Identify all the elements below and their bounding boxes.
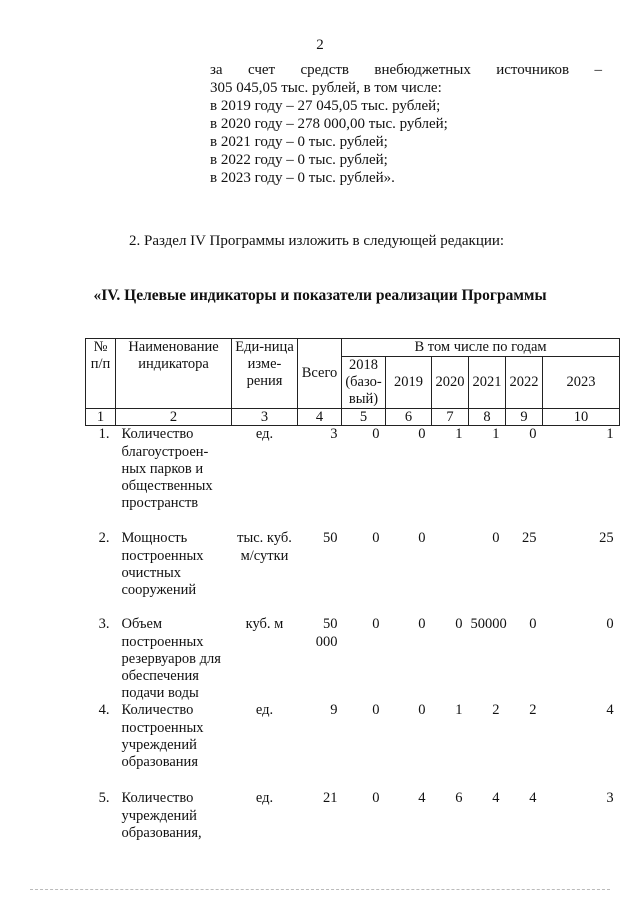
indicators-table [85,338,620,850]
row-value: 4 [606,702,614,719]
column-number: 9 [506,409,543,426]
row-num: 1. [98,426,110,443]
row-num: 2. [98,530,110,547]
header-year: 2022 [506,357,543,409]
row-value: 4 [492,790,500,807]
section-instruction: 2. Раздел IV Программы изложить в следующей редакции: [129,233,505,249]
row-total: 21 [323,790,338,807]
funding-word: внебюджетных [374,62,471,78]
row-value: 0 [418,702,426,719]
row-value [432,530,469,616]
row-value: 0 [492,530,500,547]
row-total: 3 [330,426,338,443]
row-name: Количество построенных учреждений образования [121,702,204,770]
funding-word: счет [247,62,276,78]
funding-paragraph [210,62,605,188]
row-name: Мощность построенных очистных сооружений [121,530,204,598]
row-value: 0 [529,426,537,443]
table-row [86,426,620,531]
funding-word: средств [300,62,350,78]
header-year: 2020 [432,357,469,409]
row-value: 6 [455,790,463,807]
funding-line: в 2023 году – 0 тыс. рублей». [210,170,395,186]
header-name: Наименование индикатора [116,339,232,409]
funding-line: в 2019 году – 27 045,05 тыс. рублей; [210,98,441,114]
funding-line-1 [210,62,602,80]
row-total: 9 [330,702,338,719]
row-value: 0 [418,530,426,547]
row-value: 1 [606,426,614,443]
header-year: 2021 [469,357,506,409]
header-year: 2019 [386,357,432,409]
row-value: 0 [372,616,380,633]
row-value: 2 [492,702,500,719]
row-value: 0 [455,616,463,633]
funding-word: за [210,62,223,78]
table-row [86,790,620,850]
row-value: 0 [418,616,426,633]
row-unit: ед. [255,426,274,443]
row-value: 0 [372,790,380,807]
row-value: 0 [529,616,537,633]
column-number: 10 [543,409,620,426]
row-num: 3. [98,616,110,633]
funding-word: – [594,62,602,78]
column-number: 7 [432,409,469,426]
row-value: 50000 [470,616,507,633]
row-value: 2 [529,702,537,719]
table-row [86,616,620,702]
funding-line: в 2022 году – 0 тыс. рублей; [210,152,388,168]
table-row [86,530,620,616]
row-value: 3 [606,790,614,807]
funding-line: в 2020 году – 278 000,00 тыс. рублей; [210,116,448,132]
row-total: 50 [323,530,338,547]
column-number: 2 [116,409,232,426]
header-unit: Еди-ница изме-рения [232,339,298,409]
header-year: 2018 (базо-вый) [342,357,386,409]
row-name: Объем построенных резервуаров для обеспечения подачи воды [121,616,221,701]
row-value: 0 [372,530,380,547]
row-value: 25 [599,530,614,547]
row-value: 1 [455,426,463,443]
funding-line: 305 045,05 тыс. рублей, в том числе: [210,80,442,96]
row-name: Количество благоустроен-ных парков и общественных пространств [121,426,213,511]
row-unit: куб. м [245,616,284,633]
column-number: 1 [86,409,116,426]
row-value: 0 [418,426,426,443]
row-num: 5. [98,790,110,807]
table-row [86,702,620,790]
row-value: 4 [529,790,537,807]
header-total: Всего [298,339,342,409]
row-name: Количество учреждений образования, [121,790,202,841]
row-unit: ед. [255,790,274,807]
header-by-years: В том числе по годам [342,339,620,357]
column-number: 8 [469,409,506,426]
funding-line: в 2021 году – 0 тыс. рублей; [210,134,388,150]
row-value: 4 [418,790,426,807]
row-unit: ед. [255,702,274,719]
column-number: 4 [298,409,342,426]
row-value: 1 [455,702,463,719]
row-num: 4. [98,702,110,719]
funding-word: источников [496,62,570,78]
row-total: 50 000 [315,616,338,650]
header-year: 2023 [543,357,620,409]
column-number: 3 [232,409,298,426]
page-number: 2 [316,37,324,53]
bottom-divider [30,889,610,890]
header-num: № п/п [86,339,116,409]
row-unit: тыс. куб. м/сутки [237,530,292,564]
row-value: 0 [372,702,380,719]
row-value: 0 [372,426,380,443]
row-value: 1 [492,426,500,443]
row-value: 0 [606,616,614,633]
section-title: «IV. Целевые индикаторы и показатели реализации Программы [93,287,547,304]
row-value: 25 [522,530,537,547]
column-number: 6 [386,409,432,426]
column-number: 5 [342,409,386,426]
